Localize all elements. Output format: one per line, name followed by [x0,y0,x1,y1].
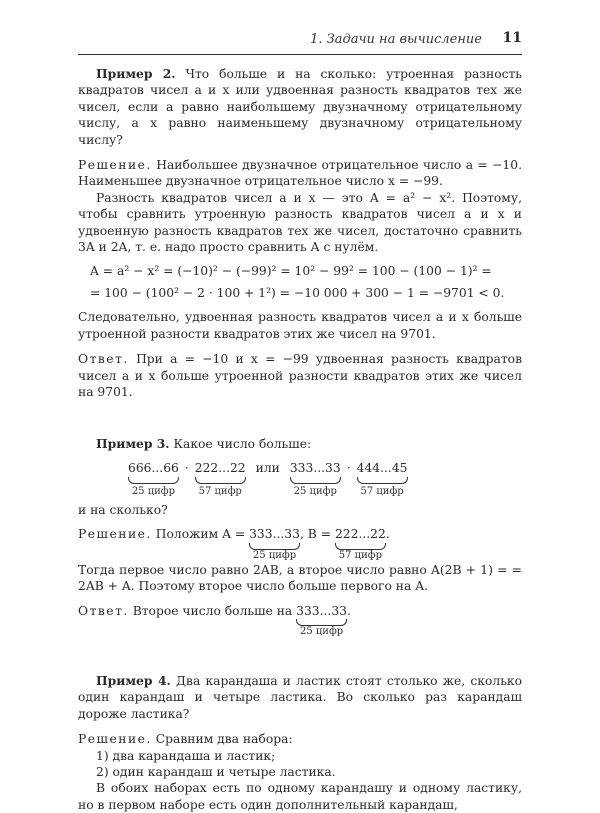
solution-label: Решение. [78,527,152,542]
page-header [78,28,522,55]
example-2-text: Что больше и на сколько: утроенная разность квадратов чисел a и x или удвоенная разность квадратов тех же чисел, если a равно наибольшему двузначному отрицательному числу, а x равно наименьшему двузначному отрицательному числу? [78,67,522,147]
comparison-expression: 666...66 25 цифр · 222...22 57 цифр или 333...33 25 цифр · 444...45 57 цифр [128,460,408,497]
number-222: 222...22 57 цифр [194,460,246,497]
example-3-solution-cont: Тогда первое число равно 2AB, а второе число равно A(2B + 1) = = 2AB + A. Поэтому второе число больше первого на A. [78,562,522,594]
example-4-text: Два карандаша и ластик стоят столько же, сколько один карандаш и четыре ластика. Во сколько раз карандаш дороже ластика? [78,673,522,721]
equation-line-1: A = a² − x² = (−10)² − (−99)² = 10² − 99² = 100 − (100 − 1)² = [90,264,492,279]
set-list [78,748,522,781]
page-number: 11 [502,30,522,46]
underbrace [249,543,300,550]
example-3-task-end: и на сколько? [78,502,168,517]
example-2-conclusion: Следовательно, удвоенная разность квадратов чисел a и x больше утроенной разности квадратов этих же чисел на 9701. [78,310,522,341]
underbrace [296,619,347,626]
underbrace [357,477,408,484]
example-2-task [78,66,522,148]
underbrace [290,477,341,484]
list-item: 1) два карандаша и ластик; [96,748,276,763]
value-B: 222...22 57 цифр [334,527,386,561]
answer-label: Ответ. [78,603,129,618]
example-2-label: Пример 2. [96,66,176,81]
underbrace [335,543,386,550]
example-2-answer [78,351,522,400]
solution-text: Наибольшее двузначное отрицательное число a = −10. Наименьшее двузначное отрицательное число x = −99. [78,158,522,189]
answer-text: При a = −10 и x = −99 удвоенная разность квадратов чисел a и x больше утроенной разности квадратов этих же чисел на 9701. [78,352,522,400]
example-4-task [78,673,522,722]
underbrace [128,477,179,484]
example-3-solution: Решение. Положим A = 333...33 25 цифр , B = 222...22 57 цифр . [78,527,390,561]
example-4-label: Пример 4. [96,672,171,688]
number-666: 666...66 25 цифр [128,460,179,497]
example-3-answer: Ответ. Второе число больше на 333...33 25 цифр . [78,603,351,637]
list-item: 2) один карандаш и четыре ластика. [96,764,336,779]
solution-label: Решение. [78,732,152,747]
page-content [78,62,522,813]
running-title: 1. Задачи на вычисление [310,32,482,47]
value-A: 333...33 25 цифр [249,527,300,561]
answer-value: 333...33 25 цифр [296,603,347,637]
example-3-label: Пример 3. [96,435,170,451]
number-333: 333...33 25 цифр [289,460,341,497]
example-2-solution [78,157,522,190]
example-4-solution: Решение. Сравним два набора: [78,732,293,747]
answer-label: Ответ. [78,352,129,367]
example-3-text: Какое число больше: [173,436,312,451]
example-4-tail: В обоих наборах есть по одному карандашу и одному ластику, но в первом наборе есть один дополнительный карандаш, [78,781,522,812]
equation-block [78,260,522,304]
example-3-task [78,436,522,452]
underbrace [195,477,246,484]
equation-line-2: = 100 − (100² − 2 · 100 + 1²) = −10 000 + 300 − 1 = −9701 < 0. [90,286,505,301]
number-444: 444...45 57 цифр [356,460,408,497]
example-2-solution-cont: Разность квадратов чисел a и x — это A = a² − x². Поэтому, чтобы сравнить утроенную разность квадратов чисел a и x и удвоенную разность квадратов тех же чисел, достаточно сравнить 3A и 2A, т. е. надо просто сравнить A с нулём. [78,190,522,255]
solution-label: Решение. [78,158,152,173]
